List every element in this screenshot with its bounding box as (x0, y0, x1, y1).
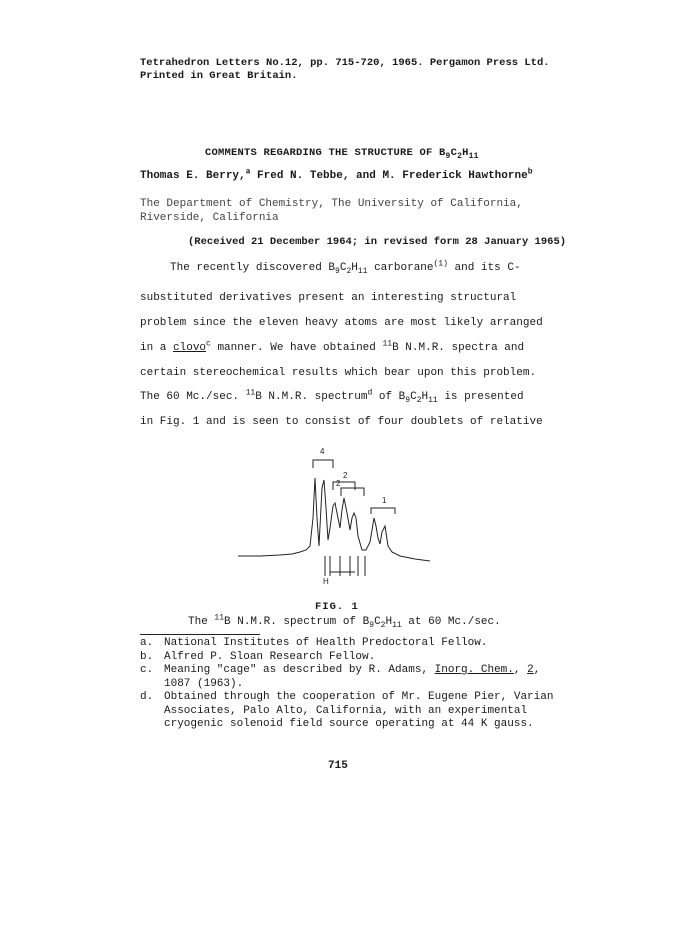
journal-citation: Tetrahedron Letters No.12, pp. 715-720, 1965. Pergamon Press Ltd. (140, 57, 550, 69)
nmr-spectrum-plot (230, 447, 450, 598)
body-line-5: certain stereochemical results which bear upon this problem. (140, 367, 537, 379)
article-title: COMMENTS REGARDING THE STRUCTURE OF $B_9C_2H_{11}$ (205, 147, 479, 162)
footnote-rule (140, 634, 260, 635)
doublet-bracket-1 (371, 508, 395, 514)
author-list: Thomas E. Berry,$^a$ Fred N. Tebbe, and M. Frederick Hawthorne$^b$ (140, 167, 533, 182)
spectrum-trace (238, 478, 430, 561)
body-line-1: The recently discovered $B_9C_2H_{11}$ carborane$^{(1)}$ and its C- (170, 259, 521, 277)
page-number: 715 (328, 760, 348, 772)
footnote-a: a. National Institutes of Health Predoctoral Fellow. (140, 637, 488, 649)
printed-in: Printed in Great Britain. (140, 70, 298, 82)
footnote-b: b. Alfred P. Sloan Research Fellow. (140, 650, 376, 663)
label-1: 1 (382, 496, 387, 505)
label-h: H (323, 577, 329, 586)
body-line-7: in Fig. 1 and is seen to consist of four doublets of relative (140, 416, 543, 428)
label-2a: 2 (343, 471, 348, 480)
figure-label: FIG. 1 (315, 601, 359, 613)
journal-header (140, 57, 550, 83)
body-line-2: substituted derivatives present an interesting structural (140, 292, 517, 304)
affiliation: The Department of Chemistry, The University of California, Riverside, California (140, 198, 523, 224)
doublet-bracket-2b (341, 488, 364, 496)
integration-ticks (325, 556, 365, 576)
label-4: 4 (320, 447, 325, 456)
doublet-bracket-4 (313, 460, 333, 468)
body-line-3: problem since the eleven heavy atoms are most likely arranged (140, 317, 543, 329)
reference-marker: (1) (433, 259, 448, 269)
footnotes (140, 637, 553, 732)
footnote-c: c. Meaning "cage" as described by R. Adams, Inorg. Chem., 2, (140, 664, 541, 676)
footnote-d-line3: cryogenic solenoid field source operating at 44 K gauss. (164, 718, 534, 730)
nmr-spectrum-figure (230, 447, 450, 598)
body-line-6: The 60 Mc./sec. $^{11}$B N.M.R. spectrum$^d$ of $B_9C_2H_{11}$ is presented (140, 388, 524, 406)
footnote-c-line2: 1087 (1963). (164, 677, 244, 690)
label-2b: 2 (336, 479, 341, 488)
received-dates: (Received 21 December 1964; in revised form 28 January 1965) (188, 236, 567, 248)
footnote-d-line2: Associates, Palo Alto, California, with an experimental (164, 704, 528, 717)
footnote-d: d. Obtained through the cooperation of Mr. Eugene Pier, Varian (140, 691, 554, 703)
figure-caption: The $^{11}$B N.M.R. spectrum of $B_9C_2H_{11}$ at 60 Mc./sec. (188, 613, 501, 631)
body-line-4: in a clovo$^c$ manner. We have obtained $^{11}$B N.M.R. spectra and (140, 339, 525, 354)
